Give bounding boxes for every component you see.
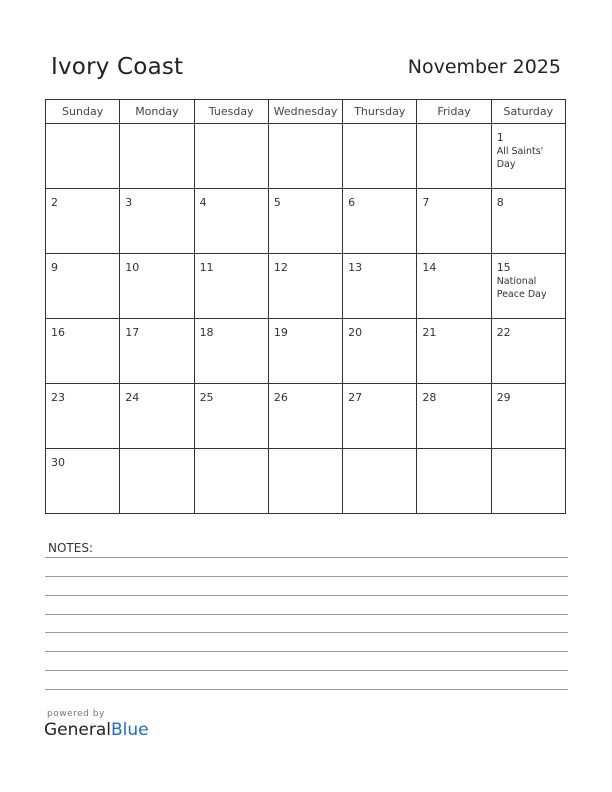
weekday-header: Thursday: [343, 100, 417, 124]
day-cell: [491, 124, 565, 189]
day-cell: [343, 384, 417, 449]
country-title: Ivory Coast: [51, 54, 184, 80]
week-row: [46, 254, 566, 319]
day-cell: [268, 254, 342, 319]
day-number: 3: [125, 196, 133, 209]
week-row: [46, 384, 566, 449]
weekday-header: Sunday: [46, 100, 120, 124]
weekday-header: Friday: [417, 100, 491, 124]
week-row: [46, 319, 566, 384]
day-number: [120, 449, 193, 457]
day-cell: [194, 189, 268, 254]
day-cell: [491, 384, 565, 449]
day-number: 29: [496, 391, 511, 404]
day-number: 23: [51, 391, 65, 404]
powered-by-text: powered by: [47, 709, 105, 719]
weekday-header-row: [46, 100, 566, 124]
note-line: [45, 670, 568, 671]
day-number: 16: [51, 326, 65, 339]
day-cell: [417, 254, 491, 319]
day-number: [195, 124, 268, 132]
day-number: [269, 449, 342, 457]
calendar-grid: [45, 99, 566, 514]
day-number: [269, 124, 342, 132]
day-cell: [46, 384, 120, 449]
day-number: [492, 449, 565, 457]
day-number: 30: [51, 456, 65, 469]
note-line: [45, 689, 568, 690]
day-cell: [343, 254, 417, 319]
day-cell: [343, 124, 417, 189]
day-number: 27: [348, 391, 363, 404]
day-number: 14: [422, 261, 437, 274]
day-cell: [194, 319, 268, 384]
day-cell: [417, 384, 491, 449]
day-number: 8: [496, 196, 504, 209]
day-cell: [491, 254, 565, 319]
note-line: [45, 651, 568, 652]
day-cell: [343, 189, 417, 254]
day-number: 7: [422, 196, 430, 209]
day-cell: [120, 319, 194, 384]
day-cell: [46, 124, 120, 189]
day-number: [343, 124, 416, 132]
day-number: 5: [273, 196, 281, 209]
day-number: 10: [125, 261, 140, 274]
day-number: [46, 124, 119, 132]
day-cell: [417, 189, 491, 254]
week-row: [46, 124, 566, 189]
day-cell: [268, 189, 342, 254]
day-cell: [491, 449, 565, 514]
day-number: [417, 449, 490, 457]
day-number: 6: [348, 196, 356, 209]
day-number: 19: [273, 326, 288, 339]
holiday-label: National Peace Day: [496, 276, 547, 300]
generalblue-logo[interactable]: [44, 720, 149, 740]
day-cell: [46, 189, 120, 254]
week-row: [46, 449, 566, 514]
day-cell: [417, 124, 491, 189]
brand-blue: Blue: [111, 720, 149, 740]
day-cell: [120, 124, 194, 189]
holiday-label: All Saints' Day: [496, 146, 544, 170]
day-cell: [491, 189, 565, 254]
day-number: 4: [199, 196, 207, 209]
day-cell: [120, 254, 194, 319]
day-number: [343, 449, 416, 457]
day-cell: [194, 254, 268, 319]
day-cell: [268, 124, 342, 189]
note-line: [45, 614, 568, 615]
day-cell: [268, 449, 342, 514]
note-line: [45, 576, 568, 577]
day-number: [195, 449, 268, 457]
day-number: 22: [496, 326, 511, 339]
note-line: [45, 595, 568, 596]
day-number: 9: [51, 261, 58, 274]
day-cell: [268, 384, 342, 449]
day-number: 11: [199, 261, 214, 274]
weekday-header: Saturday: [491, 100, 565, 124]
day-number: 17: [125, 326, 140, 339]
day-number: 15: [496, 261, 511, 274]
day-cell: [46, 319, 120, 384]
day-number: 24: [125, 391, 140, 404]
notes-label: NOTES:: [48, 541, 93, 555]
day-cell: [120, 384, 194, 449]
day-number: [120, 124, 193, 132]
day-cell: [120, 449, 194, 514]
day-number: 25: [199, 391, 214, 404]
day-number: 26: [273, 391, 288, 404]
day-number: [417, 124, 490, 132]
day-number: 2: [51, 196, 58, 209]
day-number: 20: [348, 326, 363, 339]
weekday-header: Monday: [120, 100, 194, 124]
day-cell: [491, 319, 565, 384]
day-number: 13: [348, 261, 363, 274]
weekday-header: Tuesday: [194, 100, 268, 124]
brand-general: General: [44, 720, 111, 740]
day-cell: [268, 319, 342, 384]
day-number: 21: [422, 326, 437, 339]
day-cell: [194, 384, 268, 449]
day-number: 1: [496, 131, 504, 144]
day-cell: [194, 124, 268, 189]
day-cell: [417, 319, 491, 384]
day-cell: [46, 254, 120, 319]
day-cell: [194, 449, 268, 514]
note-line: [45, 632, 568, 633]
day-number: 18: [199, 326, 214, 339]
note-line: [45, 557, 568, 558]
day-cell: [417, 449, 491, 514]
month-year-title: November 2025: [407, 56, 561, 78]
day-number: 12: [273, 261, 288, 274]
day-number: 28: [422, 391, 437, 404]
day-cell: [46, 449, 120, 514]
weekday-header: Wednesday: [268, 100, 342, 124]
week-row: [46, 189, 566, 254]
day-cell: [343, 449, 417, 514]
day-cell: [343, 319, 417, 384]
day-cell: [120, 189, 194, 254]
